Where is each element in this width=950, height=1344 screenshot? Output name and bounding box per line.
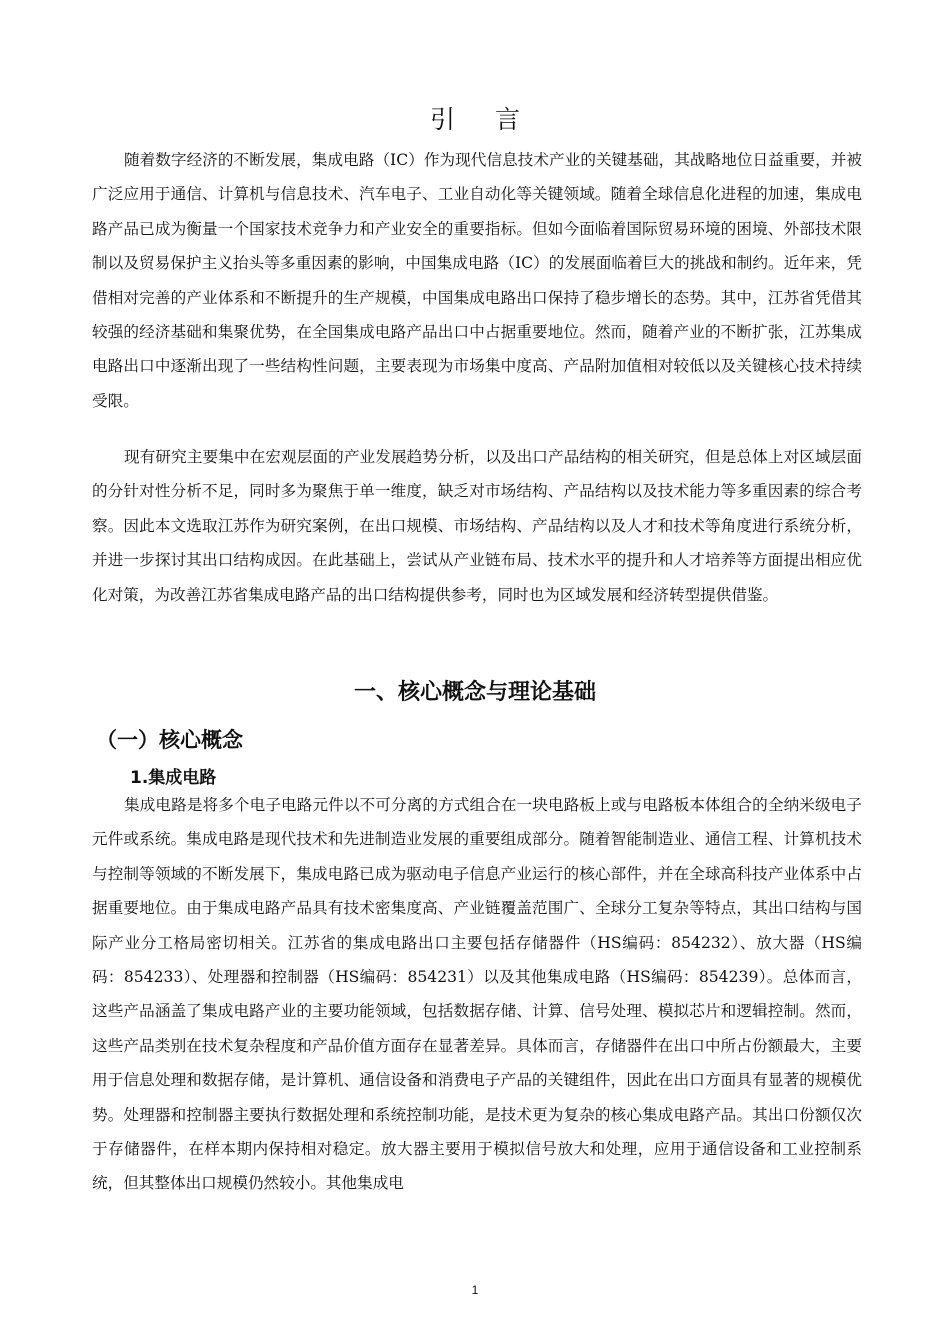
subsection-heading: （一）核心概念 xyxy=(96,728,243,752)
intro-paragraph-2: 现有研究主要集中在宏观层面的产业发展趋势分析，以及出口产品结构的相关研究，但是总体上对区域层面的分针对性分析不足，同时多为聚焦于单一维度，缺乏对市场结构、产品结构以及技术能力等多重因素的综合考察。因此本文选取江苏作为研究案例，在出口规模、市场结构、产品结构以及人才和技术等角度进行系统分析，并进一步探讨其出口结构成因。在此基础上，尝试从产业链布局、技术水平的提升和人才培养等方面提出相应优化对策，为改善江苏省集成电路产品的出口结构提供参考，同时也为区域发展和经济转型提供借鉴。 xyxy=(92,448,862,604)
subsubsection-heading: 1.集成电路 xyxy=(130,768,217,788)
page-number: 1 xyxy=(471,1283,479,1297)
section-heading: 一、核心概念与理论基础 xyxy=(353,680,596,705)
body-paragraph: 集成电路是将多个电子电路元件以不可分离的方式组合在一块电路板上或与电路板本体组合的全纳米级电子元件或系统。集成电路是现代技术和先进制造业发展的重要组成部分。随着智能制造业、通信工程、计算机技术与控制等领域的不断发展下，集成电路已成为驱动电子信息产业运行的核心部件，并在全球高科技产业体系中占据重要地位。由于集成电路产品具有技术密集度高、产业链覆盖范围广、全球分工复杂等特点，其出口结构与国际产业分工格局密切相关。江苏省的集成电路出口主要包括存储器件（HS编码：854232）、放大器（HS编码：854233）、处理器和控制器（HS编码：854231）以及其他集成电路（HS编码：854239）。总体而言，这些产品涵盖了集成电路产业的主要功能领域，包括数据存储、计算、信号处理、模拟芯片和逻辑控制。然而，这些产品类别在技术复杂程度和产品价值方面存在显著差异。具体而言，存储器件在出口中所占份额最大，主要用于信息处理和数据存储，是计算机、通信设备和消费电子产品的关键组件，因此在出口方面具有显著的规模优势。处理器和控制器主要执行数据处理和系统控制功能，是技术更为复杂的核心集成电路产品。其出口份额仅次于存储器件，在样本期内保持相对稳定。放大器主要用于模拟信号放大和处理，应用于通信设备和工业控制系统，但其整体出口规模仍然较小。其他集成电 xyxy=(92,796,862,1193)
page-title: 引言 xyxy=(429,105,560,134)
intro-paragraph-1: 随着数字经济的不断发展，集成电路（IC）作为现代信息技术产业的关键基础，其战略地位日益重要，并被广泛应用于通信、计算机与信息技术、汽车电子、工业自动化等关键领域。随着全球信息化进程的加速，集成电路产品已成为衡量一个国家技术竞争力和产业安全的重要指标。但如今面临着国际贸易环境的困境、外部技术限制以及贸易保护主义抬头等多重因素的影响，中国集成电路（IC）的发展面临着巨大的挑战和制约。近年来，凭借相对完善的产业体系和不断提升的生产规模，中国集成电路出口保持了稳步增长的态势。其中，江苏省凭借其较强的经济基础和集聚优势，在全国集成电路产品出口中占据重要地位。然而，随着产业的不断扩张，江苏集成电路出口中逐渐出现了一些结构性问题，主要表现为市场集中度高、产品附加值相对较低以及关键核心技术持续受限。 xyxy=(92,151,862,410)
